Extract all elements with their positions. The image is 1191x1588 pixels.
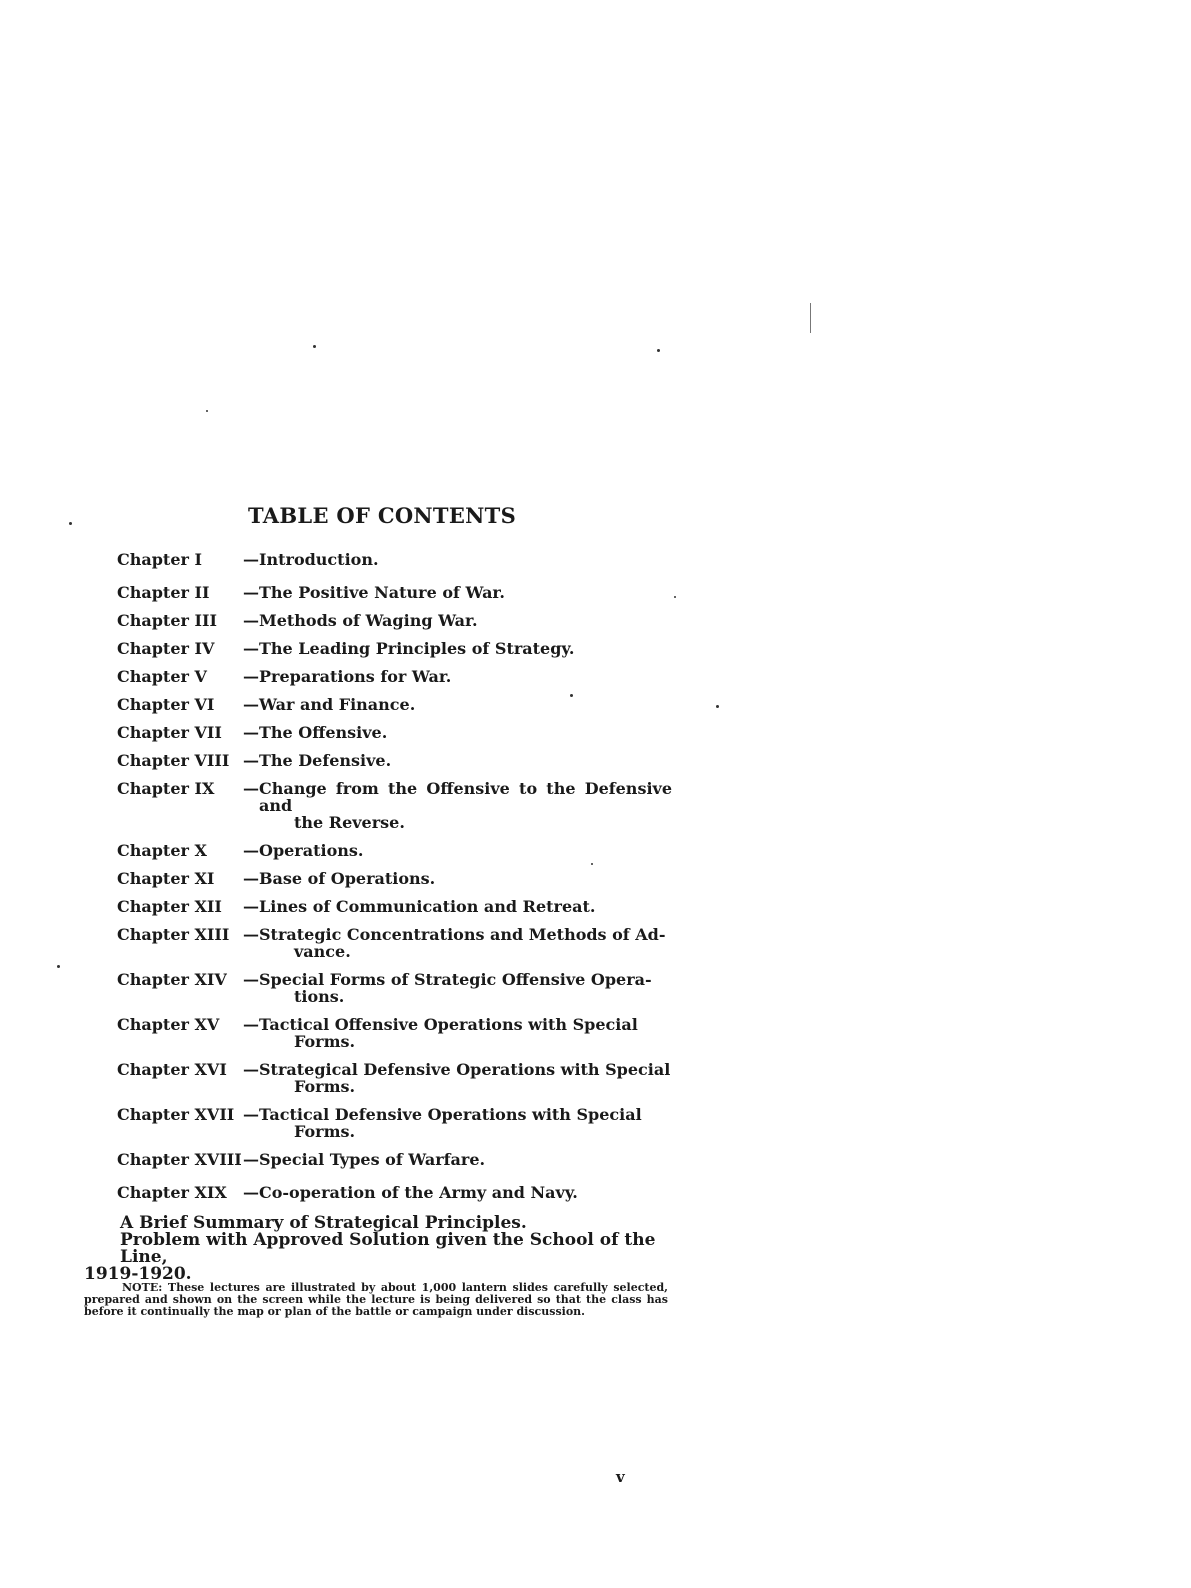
scan-speck — [206, 410, 208, 412]
toc-entry-chapter-14 — [117, 971, 672, 1005]
chapter-title: Preparations for War. — [259, 667, 452, 686]
chapter-title: Lines of Communication and Retreat. — [259, 897, 596, 916]
chapter-label: Chapter I — [117, 550, 202, 569]
chapter-label: Chapter X — [117, 841, 207, 860]
chapter-title: Special Forms of Strategic Offensive Opera- tions. — [259, 970, 652, 1006]
chapter-label: Chapter IV — [117, 639, 215, 658]
scan-speck — [57, 965, 60, 968]
chapter-label: Chapter VIII — [117, 751, 230, 770]
chapter-title: Special Types of Warfare. — [259, 1150, 486, 1169]
chapter-dash: — — [243, 897, 259, 916]
toc-entry-chapter-4 — [117, 640, 672, 657]
chapter-title: Base of Operations. — [259, 869, 436, 888]
chapter-dash: — — [243, 1150, 259, 1169]
chapter-label: Chapter IX — [117, 779, 215, 798]
chapter-title: The Offensive. — [259, 723, 388, 742]
toc-entry-chapter-16 — [117, 1061, 672, 1095]
chapter-title: Tactical Defensive Operations with Special Forms. — [259, 1105, 642, 1141]
chapter-title: Methods of Waging War. — [259, 611, 478, 630]
chapter-dash: — — [243, 751, 259, 770]
toc-entry-chapter-12 — [117, 898, 672, 915]
chapter-label: Chapter XII — [117, 897, 222, 916]
chapter-dash: — — [243, 1060, 259, 1079]
page-number: v — [616, 1468, 625, 1486]
chapter-dash: — — [243, 841, 259, 860]
note-text: These lectures are illustrated by about 1,000 lantern slides carefully selected, prepared and shown on the screen while the lecture is being delivered so that the class has before it continually the map or plan of the battle or campaign under discussion. — [84, 1281, 668, 1318]
page-title: TABLE OF CONTENTS — [248, 503, 517, 528]
chapter-label: Chapter XVIII — [117, 1150, 242, 1169]
chapter-dash: — — [243, 779, 259, 798]
chapter-dash: — — [243, 550, 259, 569]
chapter-title: Strategic Concentrations and Methods of Ad- vance. — [259, 925, 666, 961]
toc-entry-chapter-15 — [117, 1016, 672, 1050]
chapter-label: Chapter XI — [117, 869, 215, 888]
toc-entry-chapter-1 — [117, 551, 672, 568]
chapter-title: The Defensive. — [259, 751, 392, 770]
note-paragraph — [84, 1282, 668, 1318]
chapter-title: Change from the Offensive to the Defensive and the Reverse. — [259, 779, 672, 832]
chapter-label: Chapter VI — [117, 695, 215, 714]
chapter-label: Chapter VII — [117, 723, 222, 742]
chapter-dash: — — [243, 723, 259, 742]
chapter-title: The Positive Nature of War. — [259, 583, 505, 602]
note-label: NOTE: — [122, 1281, 163, 1294]
chapter-title: War and Finance. — [259, 695, 416, 714]
table-of-contents — [117, 551, 672, 1201]
chapter-label: Chapter II — [117, 583, 210, 602]
chapter-title: Operations. — [259, 841, 364, 860]
toc-entry-chapter-7 — [117, 724, 672, 741]
chapter-title: The Leading Principles of Strategy. — [259, 639, 575, 658]
toc-entry-chapter-18 — [117, 1151, 672, 1168]
summary-line: 1919-1920. — [84, 1264, 192, 1284]
summary-line: Problem with Approved Solution given the School of the Line, — [120, 1230, 656, 1267]
chapter-dash: — — [243, 1183, 259, 1202]
chapter-title: Strategical Defensive Operations with Special Forms. — [259, 1060, 671, 1096]
scan-line-mark — [810, 303, 811, 333]
toc-entry-chapter-5 — [117, 668, 672, 685]
toc-entry-chapter-3 — [117, 612, 672, 629]
toc-entry-chapter-17 — [117, 1106, 672, 1140]
toc-entry-chapter-2 — [117, 584, 672, 601]
chapter-dash: — — [243, 925, 259, 944]
chapter-dash: — — [243, 869, 259, 888]
summary-block — [84, 1215, 668, 1283]
chapter-dash: — — [243, 667, 259, 686]
chapter-title: Tactical Offensive Operations with Special Forms. — [259, 1015, 638, 1051]
chapter-label: Chapter XIII — [117, 925, 230, 944]
chapter-dash: — — [243, 970, 259, 989]
toc-entry-chapter-8 — [117, 752, 672, 769]
chapter-dash: — — [243, 639, 259, 658]
chapter-label: Chapter XVII — [117, 1105, 235, 1124]
scan-speck — [716, 705, 719, 708]
scan-speck — [313, 345, 316, 348]
toc-entry-chapter-11 — [117, 870, 672, 887]
chapter-label: Chapter XV — [117, 1015, 220, 1034]
scan-speck — [657, 349, 660, 352]
chapter-dash: — — [243, 1105, 259, 1124]
toc-entry-chapter-6 — [117, 696, 672, 713]
chapter-label: Chapter XIX — [117, 1183, 227, 1202]
toc-entry-chapter-19 — [117, 1184, 672, 1201]
scan-speck — [674, 596, 676, 598]
chapter-dash: — — [243, 695, 259, 714]
toc-entry-chapter-9 — [117, 780, 672, 831]
chapter-title: Introduction. — [259, 550, 379, 569]
scan-speck — [69, 522, 72, 525]
chapter-label: Chapter XVI — [117, 1060, 227, 1079]
chapter-label: Chapter XIV — [117, 970, 227, 989]
chapter-label: Chapter III — [117, 611, 217, 630]
toc-entry-chapter-10 — [117, 842, 672, 859]
chapter-label: Chapter V — [117, 667, 207, 686]
chapter-dash: — — [243, 583, 259, 602]
chapter-title: Co-operation of the Army and Navy. — [259, 1183, 578, 1202]
chapter-dash: — — [243, 611, 259, 630]
summary-line: A Brief Summary of Strategical Principles. — [120, 1213, 527, 1233]
toc-entry-chapter-13 — [117, 926, 672, 960]
chapter-dash: — — [243, 1015, 259, 1034]
